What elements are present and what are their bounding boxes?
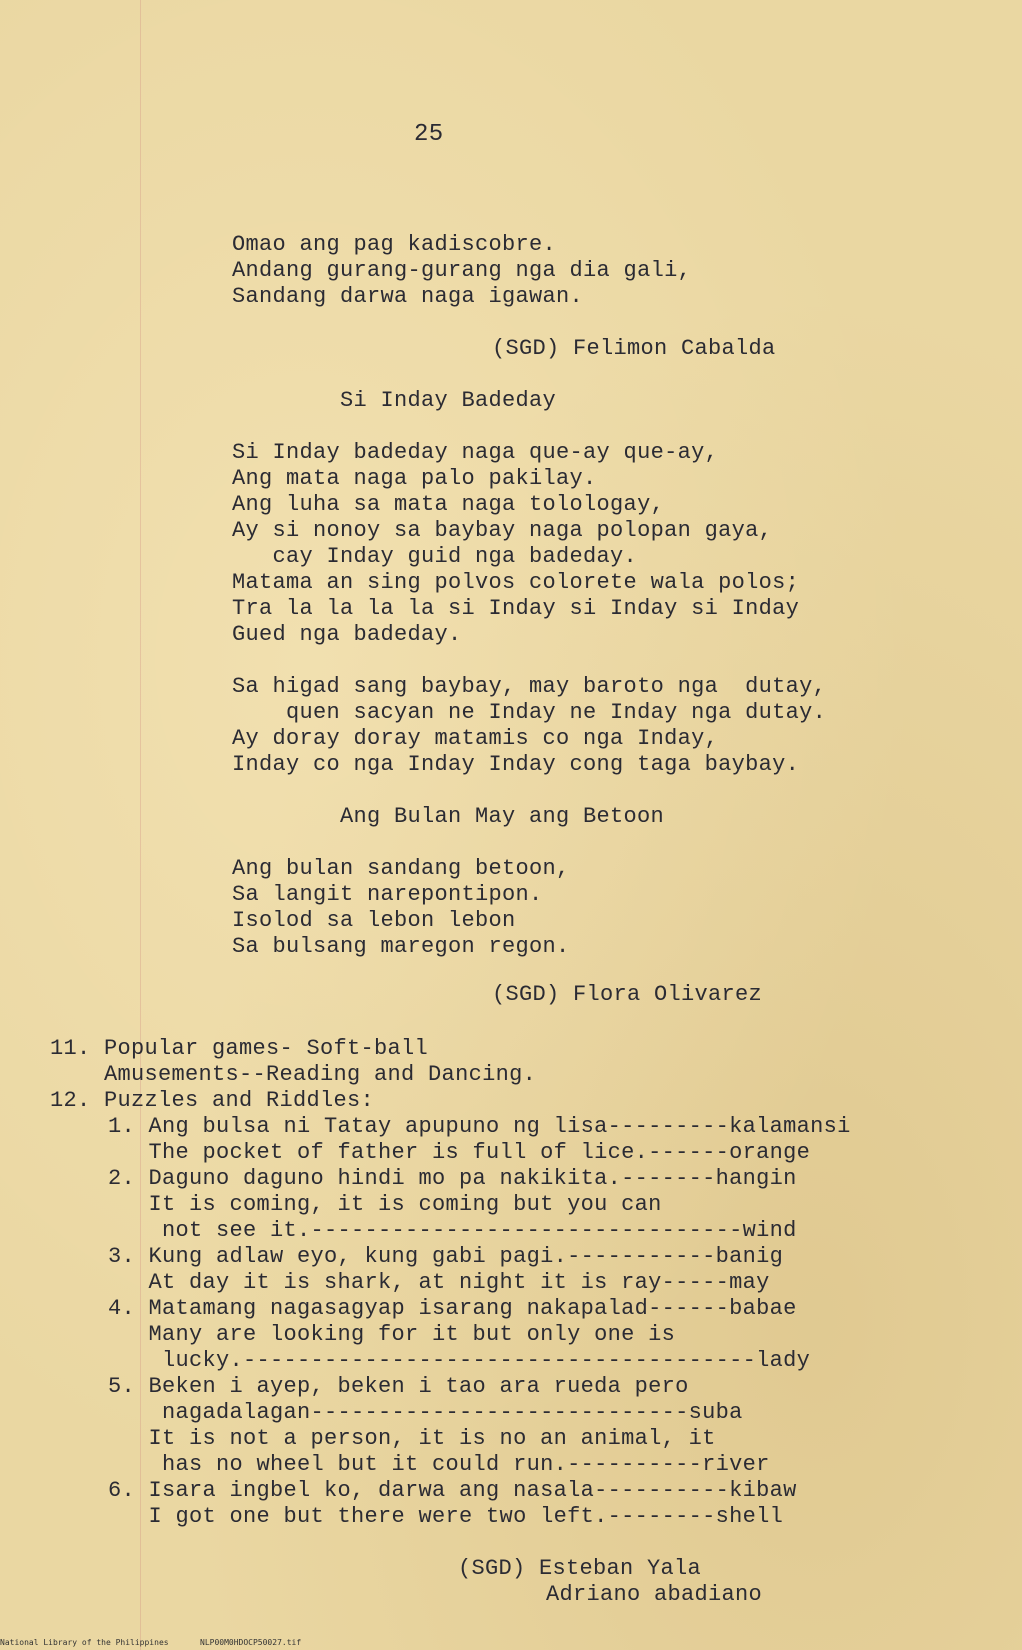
poem2-line-7: Tra la la la la si Inday si Inday si Inday bbox=[232, 596, 800, 621]
poem3-line-3: Isolod sa lebon lebon bbox=[232, 908, 516, 933]
poem3-line-2: Sa langit narepontipon. bbox=[232, 882, 543, 907]
page-number: 25 bbox=[414, 121, 444, 148]
riddle-line: 1. Ang bulsa ni Tatay apupuno ng lisa---------kalamansi bbox=[108, 1114, 851, 1139]
poem2-line-5: cay Inday guid nga badeday. bbox=[232, 544, 638, 569]
signature-adriano: Adriano abadiano bbox=[546, 1582, 763, 1607]
poem2-line-1: Si Inday badeday naga que-ay que-ay, bbox=[232, 440, 719, 465]
poem2-stanza2-line-2: quen sacyan ne Inday ne Inday nga dutay. bbox=[232, 700, 827, 725]
signature-flora: (SGD) Flora Olivarez bbox=[492, 982, 763, 1007]
poem1-line-3: Sandang darwa naga igawan. bbox=[232, 284, 584, 309]
section-11-amusements: Amusements--Reading and Dancing. bbox=[50, 1062, 537, 1087]
poem3-line-1: Ang bulan sandang betoon, bbox=[232, 856, 570, 881]
footer-file-id: NLP00M0HDOCP50027.tif bbox=[200, 1638, 302, 1647]
poem2-stanza2-line-3: Ay doray doray matamis co nga Inday, bbox=[232, 726, 719, 751]
riddle-line: 2. Daguno daguno hindi mo pa nakikita.-------hangin bbox=[108, 1166, 797, 1191]
poem1-line-2: Andang gurang-gurang nga dia gali, bbox=[232, 258, 692, 283]
signature-esteban: (SGD) Esteban Yala bbox=[458, 1556, 702, 1581]
poem2-line-6: Matama an sing polvos colorete wala polos; bbox=[232, 570, 800, 595]
riddle-line: 3. Kung adlaw eyo, kung gabi pagi.-----------banig bbox=[108, 1244, 784, 1269]
riddle-line: 6. Isara ingbel ko, darwa ang nasala----------kibaw bbox=[108, 1478, 797, 1503]
poem2-stanza2-line-1: Sa higad sang baybay, may baroto nga dutay, bbox=[232, 674, 827, 699]
signature-felimon: (SGD) Felimon Cabalda bbox=[492, 336, 776, 361]
poem2-line-3: Ang luha sa mata naga tolologay, bbox=[232, 492, 665, 517]
riddle-line: It is coming, it is coming but you can bbox=[108, 1192, 662, 1217]
poem1-line-1: Omao ang pag kadiscobre. bbox=[232, 232, 557, 257]
riddle-line: nagadalagan----------------------------suba bbox=[108, 1400, 743, 1425]
riddle-line: lucky.--------------------------------------lady bbox=[108, 1348, 811, 1373]
riddle-line: 4. Matamang nagasagyap isarang nakapalad------babae bbox=[108, 1296, 797, 1321]
poem3-title: Ang Bulan May ang Betoon bbox=[340, 804, 665, 829]
riddle-line: has no wheel but it could run.----------river bbox=[108, 1452, 770, 1477]
section-12-heading: 12. Puzzles and Riddles: bbox=[50, 1088, 375, 1113]
riddle-line: At day it is shark, at night it is ray-----may bbox=[108, 1270, 770, 1295]
footer-library-name: National Library of the Philippines bbox=[0, 1638, 169, 1647]
riddle-line: It is not a person, it is no an animal, it bbox=[108, 1426, 716, 1451]
riddle-line: The pocket of father is full of lice.------orange bbox=[108, 1140, 811, 1165]
riddle-line: 5. Beken i ayep, beken i tao ara rueda pero bbox=[108, 1374, 689, 1399]
poem2-title: Si Inday Badeday bbox=[340, 388, 557, 413]
poem2-line-8: Gued nga badeday. bbox=[232, 622, 462, 647]
riddle-line: Many are looking for it but only one is bbox=[108, 1322, 676, 1347]
section-11-games: 11. Popular games- Soft-ball bbox=[50, 1036, 429, 1061]
poem3-line-4: Sa bulsang maregon regon. bbox=[232, 934, 570, 959]
riddle-line: not see it.--------------------------------wind bbox=[108, 1218, 797, 1243]
poem2-line-2: Ang mata naga palo pakilay. bbox=[232, 466, 597, 491]
riddle-line: I got one but there were two left.--------shell bbox=[108, 1504, 784, 1529]
poem2-line-4: Ay si nonoy sa baybay naga polopan gaya, bbox=[232, 518, 773, 543]
poem2-stanza2-line-4: Inday co nga Inday Inday cong taga baybay. bbox=[232, 752, 800, 777]
